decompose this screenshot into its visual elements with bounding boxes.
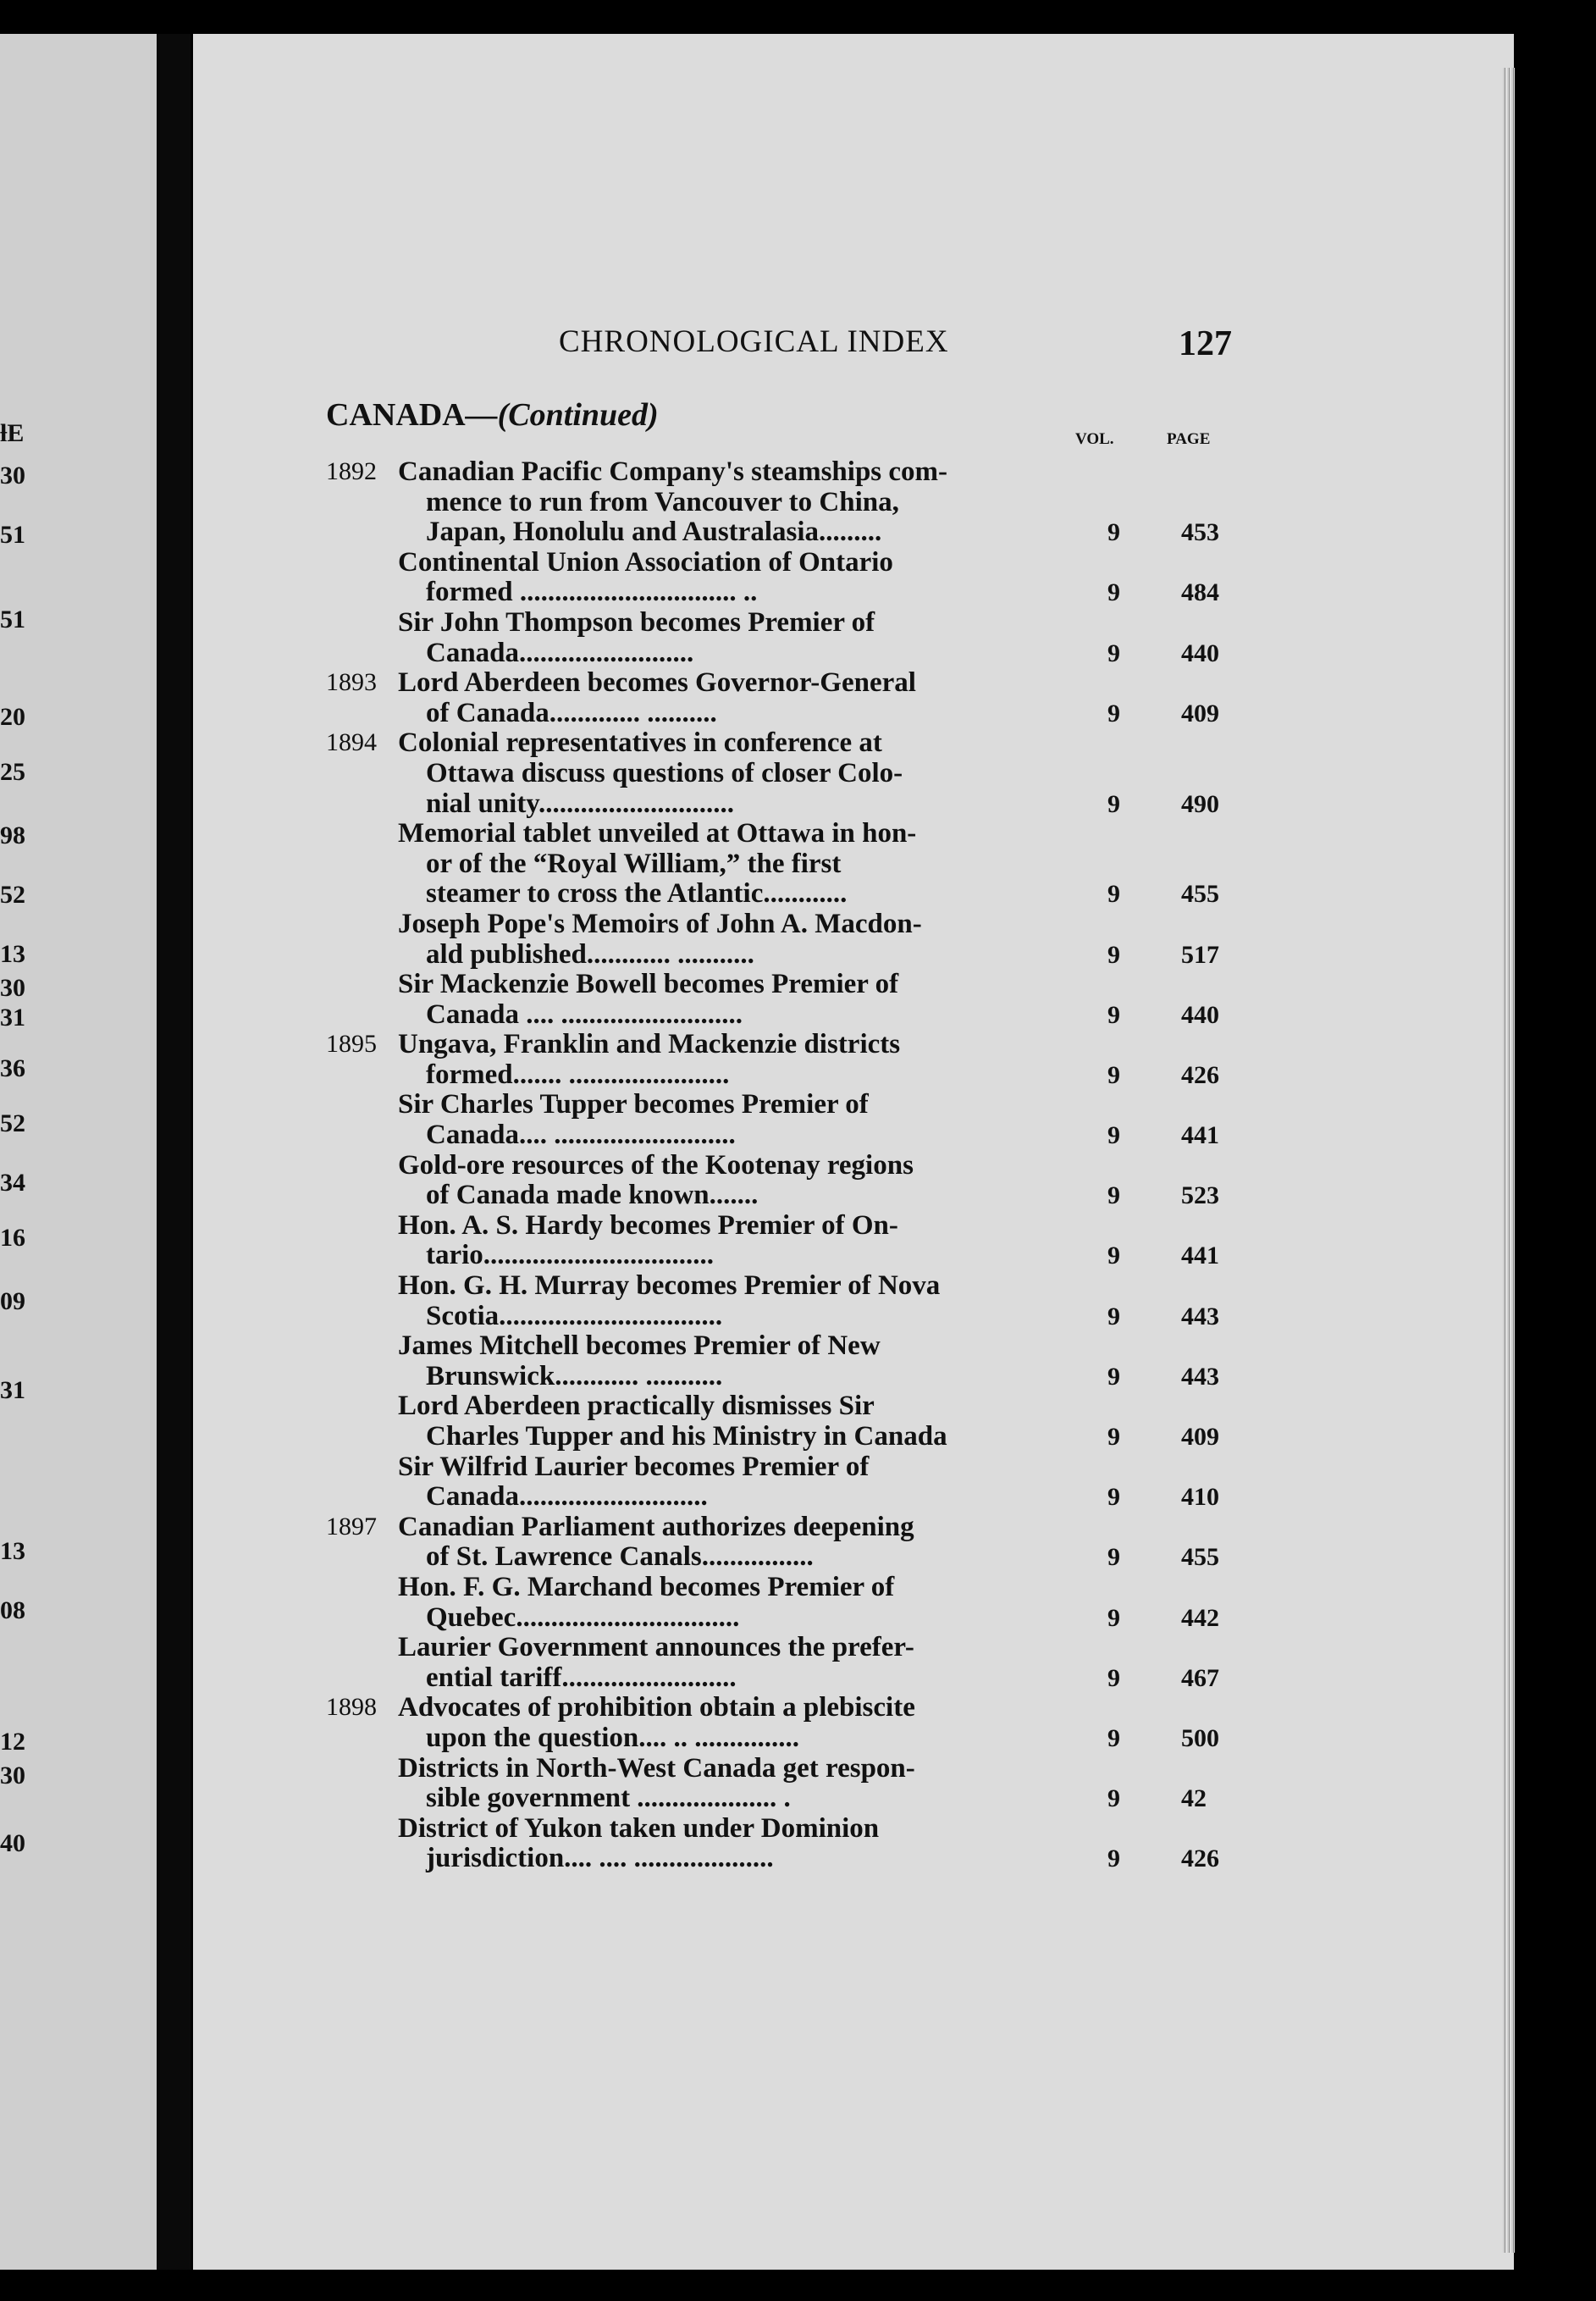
facing-page-number: 09 [0, 1287, 25, 1315]
facing-page-number: ƚE [0, 419, 25, 447]
facing-page-number: 30 [0, 1762, 25, 1789]
facing-page-number: 52 [0, 881, 25, 909]
entry-line: nial unity............................ [426, 788, 734, 819]
entry-year: 1895 [326, 1030, 377, 1059]
entry-page: 426 [1181, 1060, 1219, 1089]
entry-line: Districts in North-West Canada get respon- [398, 1753, 915, 1784]
entry-line: Colonial representatives in conference at [398, 728, 882, 759]
entry-page: 517 [1181, 940, 1219, 969]
running-head [364, 324, 1232, 374]
entry-line: upon the question.... .. ............... [426, 1723, 800, 1753]
entry-line: Sir Charles Tupper becomes Premier of [398, 1090, 869, 1120]
facing-page-number: 30 [0, 974, 25, 1002]
entry-page: 441 [1181, 1242, 1219, 1270]
index-entry [326, 1090, 1236, 1150]
entry-line: of Canada............. .......... [426, 698, 717, 728]
entry-line: Hon. G. H. Murray becomes Premier of Nova [398, 1271, 941, 1302]
index-entry [326, 1693, 1236, 1753]
entry-volume: 9 [1107, 1121, 1120, 1150]
entry-line: Canadian Pacific Company's steamships com- [398, 457, 948, 487]
entry-line: Ottawa discuss questions of closer Colo- [426, 758, 903, 788]
index-entry [326, 548, 1236, 608]
entry-volume: 9 [1107, 1423, 1120, 1451]
facing-page-number: 20 [0, 703, 25, 731]
facing-page-number: 52 [0, 1109, 25, 1137]
entry-line: Laurier Government announces the prefer- [398, 1633, 914, 1663]
index-entry [326, 1030, 1236, 1090]
entry-page: 443 [1181, 1302, 1219, 1330]
index-entry [326, 728, 1236, 819]
entry-text [398, 1573, 1075, 1633]
entry-page: 467 [1181, 1663, 1219, 1692]
facing-page-number: 36 [0, 1054, 25, 1082]
facing-page-number: 51 [0, 521, 25, 549]
entry-line: ential tariff......................... [426, 1662, 737, 1693]
page-column-header: PAGE [1167, 430, 1211, 448]
facing-page-number: 31 [0, 1376, 25, 1404]
running-title: CHRONOLOGICAL INDEX [559, 324, 949, 359]
entry-line: of Canada made known....... [426, 1181, 759, 1211]
entry-text [398, 819, 1075, 910]
facing-page-number: 16 [0, 1224, 25, 1252]
index-entry [326, 1513, 1236, 1573]
entry-text [398, 1513, 1075, 1573]
index-entry [326, 1151, 1236, 1211]
index-entry [326, 910, 1236, 970]
facing-page-number: 13 [0, 1537, 25, 1565]
entry-text [398, 1452, 1075, 1513]
entry-page: 453 [1181, 518, 1219, 547]
entry-page: 440 [1181, 1000, 1219, 1029]
entry-volume: 9 [1107, 1181, 1120, 1210]
entry-text [398, 1331, 1075, 1391]
entry-line: Memorial tablet unveiled at Ottawa in hon- [398, 819, 917, 849]
book-spine [157, 34, 191, 2270]
facing-page-number: 13 [0, 940, 25, 968]
index-entry [326, 1211, 1236, 1271]
index-entry [326, 970, 1236, 1030]
entry-volume: 9 [1107, 1845, 1120, 1873]
entry-text [398, 1151, 1075, 1211]
entry-page: 484 [1181, 578, 1219, 607]
entry-text [398, 457, 1075, 548]
entry-volume: 9 [1107, 1060, 1120, 1089]
entry-volume: 9 [1107, 1000, 1120, 1029]
entry-line: District of Yukon taken under Dominion [398, 1813, 880, 1844]
index-entry [326, 1633, 1236, 1693]
entry-year: 1897 [326, 1512, 377, 1540]
facing-page-number: 30 [0, 462, 25, 490]
entry-line: steamer to cross the Atlantic............ [426, 879, 848, 910]
entry-volume: 9 [1107, 880, 1120, 909]
entry-volume: 9 [1107, 1483, 1120, 1512]
entry-line: formed ............................... .. [426, 578, 758, 608]
entry-volume: 9 [1107, 1543, 1120, 1572]
entry-line: sible government .................... . [426, 1784, 791, 1814]
entry-line: Gold-ore resources of the Kootenay regions [398, 1150, 914, 1181]
vol-column-header: VOL. [1075, 430, 1114, 448]
entry-page: 410 [1181, 1483, 1219, 1512]
entry-line: Lord Aberdeen practically dismisses Sir [398, 1391, 875, 1422]
entry-text [398, 608, 1075, 668]
index-entries [326, 457, 1236, 1874]
index-entry [326, 457, 1236, 548]
page-number: 127 [1179, 324, 1232, 363]
entry-year: 1898 [326, 1693, 377, 1722]
entry-volume: 9 [1107, 1784, 1120, 1813]
index-entry [326, 1391, 1236, 1452]
entry-line: Continental Union Association of Ontario [398, 547, 893, 578]
entry-line: Quebec................................ [426, 1602, 740, 1633]
entry-line: of St. Lawrence Canals................ [426, 1542, 814, 1573]
entry-volume: 9 [1107, 699, 1120, 727]
entry-volume: 9 [1107, 1663, 1120, 1692]
facing-page-number: 25 [0, 758, 25, 786]
section-heading [326, 396, 659, 434]
entry-line: tario................................. [426, 1241, 715, 1271]
entry-line: Canada.... .......................... [426, 1120, 736, 1151]
index-entry [326, 1331, 1236, 1391]
section-continued: —(Continued) [465, 397, 659, 433]
entry-line: Canada........................... [426, 1482, 708, 1513]
index-entry [326, 608, 1236, 668]
facing-page-number: 12 [0, 1728, 25, 1756]
section-name: CANADA [326, 397, 466, 433]
entry-year: 1892 [326, 457, 377, 485]
entry-text [398, 1090, 1075, 1150]
facing-page-edge [0, 34, 157, 2270]
facing-page-number: 34 [0, 1169, 25, 1197]
entry-page: 455 [1181, 880, 1219, 909]
index-entry [326, 1271, 1236, 1331]
index-entry [326, 668, 1236, 728]
entry-page: 455 [1181, 1543, 1219, 1572]
entry-page: 42 [1181, 1784, 1207, 1813]
entry-page: 426 [1181, 1845, 1219, 1873]
entry-text [398, 970, 1075, 1030]
entry-year: 1893 [326, 668, 377, 697]
entry-line: Hon. F. G. Marchand becomes Premier of [398, 1572, 895, 1602]
index-entry [326, 1754, 1236, 1814]
entry-line: Canada......................... [426, 638, 694, 668]
entry-text [398, 1814, 1075, 1874]
entry-text [398, 910, 1075, 970]
entry-text [398, 728, 1075, 819]
entry-page: 441 [1181, 1121, 1219, 1150]
entry-page: 409 [1181, 1423, 1219, 1451]
facing-page-number: 08 [0, 1596, 25, 1624]
entry-volume: 9 [1107, 1302, 1120, 1330]
entry-line: Charles Tupper and his Ministry in Canada [426, 1422, 947, 1452]
facing-page-number: 31 [0, 1004, 25, 1032]
entry-volume: 9 [1107, 940, 1120, 969]
entry-text [398, 1271, 1075, 1331]
index-entry [326, 1452, 1236, 1513]
page-edge-stack [1503, 68, 1515, 2253]
entry-line: ald published............ ........... [426, 939, 754, 970]
entry-text [398, 548, 1075, 608]
entry-volume: 9 [1107, 1362, 1120, 1391]
entry-page: 440 [1181, 639, 1219, 667]
entry-text [398, 1693, 1075, 1753]
entry-volume: 9 [1107, 578, 1120, 607]
entry-volume: 9 [1107, 789, 1120, 818]
index-entry [326, 1814, 1236, 1874]
entry-year: 1894 [326, 728, 377, 757]
entry-line: Ungava, Franklin and Mackenzie districts [398, 1030, 901, 1060]
entry-line: Sir Mackenzie Bowell becomes Premier of [398, 970, 899, 1000]
entry-page: 443 [1181, 1362, 1219, 1391]
entry-line: Joseph Pope's Memoirs of John A. Macdon- [398, 909, 922, 939]
facing-page-number: 98 [0, 821, 25, 849]
entry-volume: 9 [1107, 518, 1120, 547]
entry-page: 500 [1181, 1723, 1219, 1752]
entry-page: 490 [1181, 789, 1219, 818]
entry-volume: 9 [1107, 1723, 1120, 1752]
entry-line: formed....... ....................... [426, 1059, 730, 1090]
entry-line: Canada .... .......................... [426, 999, 743, 1030]
entry-line: Brunswick............ ........... [426, 1361, 723, 1391]
entry-volume: 9 [1107, 639, 1120, 667]
entry-line: Advocates of prohibition obtain a plebiscite [398, 1693, 915, 1723]
entry-text [398, 668, 1075, 728]
entry-text [398, 1754, 1075, 1814]
entry-text [398, 1391, 1075, 1452]
entry-text [398, 1030, 1075, 1090]
entry-line: Canadian Parliament authorizes deepening [398, 1512, 914, 1542]
entry-page: 442 [1181, 1603, 1219, 1632]
index-entry [326, 1573, 1236, 1633]
entry-page: 409 [1181, 699, 1219, 727]
entry-text [398, 1633, 1075, 1693]
entry-text [398, 1211, 1075, 1271]
index-entry [326, 819, 1236, 910]
entry-line: Japan, Honolulu and Australasia......... [426, 517, 882, 548]
entry-volume: 9 [1107, 1603, 1120, 1632]
entry-line: Sir Wilfrid Laurier becomes Premier of [398, 1452, 870, 1482]
facing-page-number: 40 [0, 1829, 25, 1857]
entry-line: James Mitchell becomes Premier of New [398, 1331, 881, 1362]
entry-volume: 9 [1107, 1242, 1120, 1270]
entry-line: jurisdiction.... .... .................... [426, 1844, 774, 1874]
facing-page-number: 51 [0, 606, 25, 633]
entry-page: 523 [1181, 1181, 1219, 1210]
entry-line: mence to run from Vancouver to China, [426, 487, 899, 517]
entry-line: or of the “Royal William,” the first [426, 849, 842, 879]
entry-line: Scotia................................ [426, 1301, 723, 1331]
entry-line: Sir John Thompson becomes Premier of [398, 607, 875, 638]
entry-line: Hon. A. S. Hardy becomes Premier of On- [398, 1210, 898, 1241]
entry-line: Lord Aberdeen becomes Governor-General [398, 668, 916, 699]
